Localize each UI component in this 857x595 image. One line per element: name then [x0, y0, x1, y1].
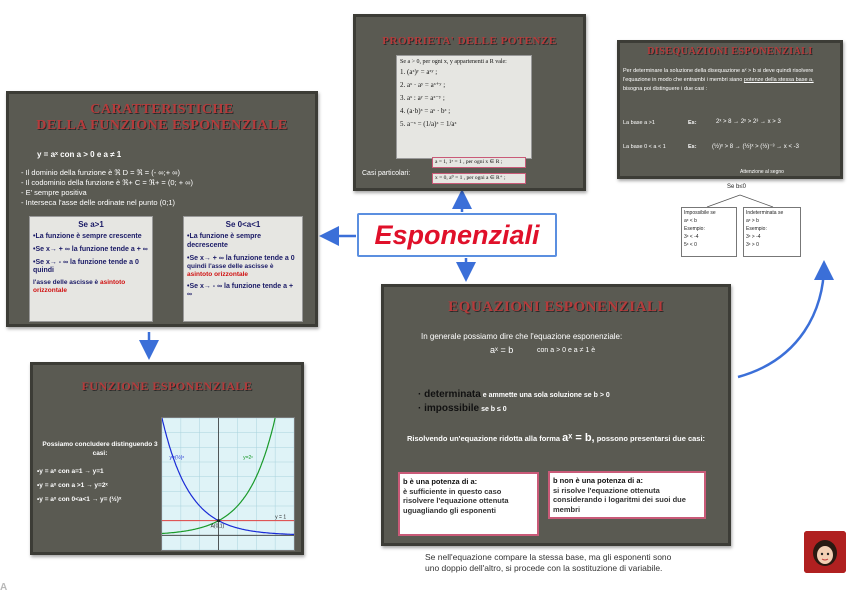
exp-plot-svg	[162, 418, 294, 550]
diseq-tree	[677, 183, 803, 259]
diseq-case1-expr: 2ˣ > 8 → 2ˣ > 2³ → x > 3	[716, 119, 781, 125]
central-title: Esponenziali	[357, 213, 557, 257]
diseq-case2-note: Attenzione al segno	[740, 169, 784, 175]
disequazioni-text: Per determinare la soluzione della disequazione aˣ > b si deve quindi risolvere l'equazione in modo che entrambi i membri siano potenze della stessa base a, bisogna poi distinguere i due casi :	[623, 68, 814, 92]
avatar	[804, 531, 846, 573]
label-green-curve: y=2ˣ	[243, 455, 253, 462]
equazioni-case-potenza: b è una potenza di a: è sufficiente in questo caso risolvere l'equazione ottenuta uguagliando gli esponenti	[398, 472, 539, 536]
label-blue-curve: y=(½)ˣ	[169, 455, 185, 462]
avatar-icon	[804, 531, 846, 573]
diseq-case2-es: Es:	[688, 144, 697, 150]
substitution-note: Se nell'equazione compare la stessa base, ma gli esponenti sono uno doppio dell'altro, si procede con la sostituzione di variabile.	[425, 552, 672, 573]
caratteristiche-title: CARATTERISTICHE DELLA FUNZIONE ESPONENZIALE	[36, 102, 288, 133]
proprieta-rules-box: Se a > 0, per ogni x, y appartenenti a R vale: 1. (aˣ)ʸ = aˣʸ ; 2. aˣ · aʸ = aˣ⁺ʸ ; 3. aˣ : aʸ = aˣ⁻ʸ ; 4. (a·b)ˣ = aˣ · bˣ ; 5. a⁻ˣ = (1/a)ˣ = 1/aˣ	[396, 55, 532, 159]
corner-letter: A	[0, 582, 8, 593]
equazioni-resolve: Risolvendo un'equazione ridotta alla forma aˣ = b, possono presentarsi due casi:	[407, 432, 706, 444]
equazioni-formula: aˣ = b	[490, 345, 514, 355]
caso-particolare-1: a = 1, 1ˣ = 1 , per ogni x ∈ R ;	[432, 157, 526, 168]
caso-particolare-2: x = 0, a⁰ = 1 , per ogni a ∈ R⁺ ;	[432, 173, 526, 184]
proprieta-title: PROPRIETA' DELLE POTENZE	[382, 35, 557, 47]
proprieta-slide	[353, 14, 586, 191]
plot-background	[162, 418, 294, 550]
exp-function-plot	[161, 417, 295, 551]
caratteristiche-formula: y = aˣ con a > 0 e a ≠ 1	[37, 150, 122, 159]
equazioni-case-non-potenza: b non è una potenza di a: si risolve l'equazione ottenuta considerando i logaritmi dei suoi due membri	[548, 471, 706, 519]
equazioni-formula-cond: con a > 0 e a ≠ 1 è	[537, 347, 596, 354]
case-a-less-1-box: Se 0<a<1 •La funzione è sempre decrescente •Se x→ + ∞ la funzione tende a 0 quindi l'asse delle ascisse è asintoto orizzontale •Se x→ - ∞ la funzione tende a + ∞	[183, 216, 303, 322]
tree-root: Se b≤0	[727, 184, 746, 190]
diseq-case2-label: La base 0 < a < 1	[623, 144, 666, 150]
funzione-cases: •y = aˣ con a=1 → y=1 •y = aˣ con a >1 → y=2ˣ •y = aˣ con 0<a<1 → y= (½)ˣ	[37, 468, 122, 503]
equazioni-title: EQUAZIONI ESPONENZIALI	[448, 299, 664, 315]
equazioni-intro: In generale possiamo dire che l'equazione esponenziale:	[421, 332, 623, 341]
equazioni-impossibile: · impossibile se b ≤ 0	[418, 403, 507, 414]
disequazioni-slide	[617, 40, 843, 179]
funzione-slide	[30, 362, 304, 555]
caratteristiche-lines: - Il dominio della funzione è ℜ D = ℜ = (- ∞;+ ∞) - Il codominio della funzione è ℜ+ C = ℜ+ = (0; + ∞) - E' sempre positiva - Interseca l'asse delle ordinate nel punto (0;1)	[21, 168, 194, 207]
label-y-equals-1: y = 1	[275, 514, 287, 521]
equazioni-slide	[381, 284, 731, 546]
equazioni-determinata: · determinata e ammette una sola soluzione se b > 0	[418, 389, 610, 400]
funzione-title: FUNZIONE ESPONENZIALE	[81, 379, 253, 393]
funzione-intro: Possiamo concludere distinguendo 3 casi:	[42, 441, 158, 457]
label-point-a: A(0,1)	[210, 523, 225, 530]
caratteristiche-slide	[6, 91, 318, 327]
casi-label: Casi particolari:	[362, 170, 411, 177]
disequazioni-title: DISEQUAZIONI ESPONENZIALI	[647, 46, 813, 57]
point-a	[217, 519, 220, 522]
diseq-case1-label: La base a >1	[623, 120, 655, 126]
tree-right: Indeterminata se aˣ > b Esempio: 3ˣ > -4 3ˣ > 0	[743, 207, 801, 257]
diseq-case2-expr: (½)ˣ > 8 → (½)ˣ > (½)⁻³ → x < -3	[712, 144, 799, 150]
tree-left: Impossibile se aˣ < b Esempio: 3ˣ < -4 5ˣ < 0	[681, 207, 737, 257]
arrow-to-disequazioni	[738, 265, 824, 377]
diseq-case1-es: Es:	[688, 120, 697, 126]
case-a-greater-1-box: Se a>1 •La funzione è sempre crescente •Se x→ + ∞ la funzione tende a + ∞ •Se x→ - ∞ la funzione tende a 0 quindi l'asse delle ascisse è asintoto orizzontale	[29, 216, 153, 322]
